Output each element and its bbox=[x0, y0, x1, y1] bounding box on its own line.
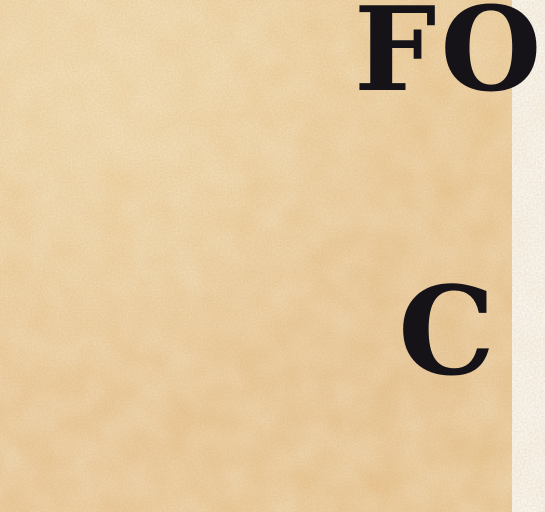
heading-fragment-middle: C bbox=[398, 259, 496, 403]
heading-fragment-top: FO bbox=[354, 0, 545, 118]
